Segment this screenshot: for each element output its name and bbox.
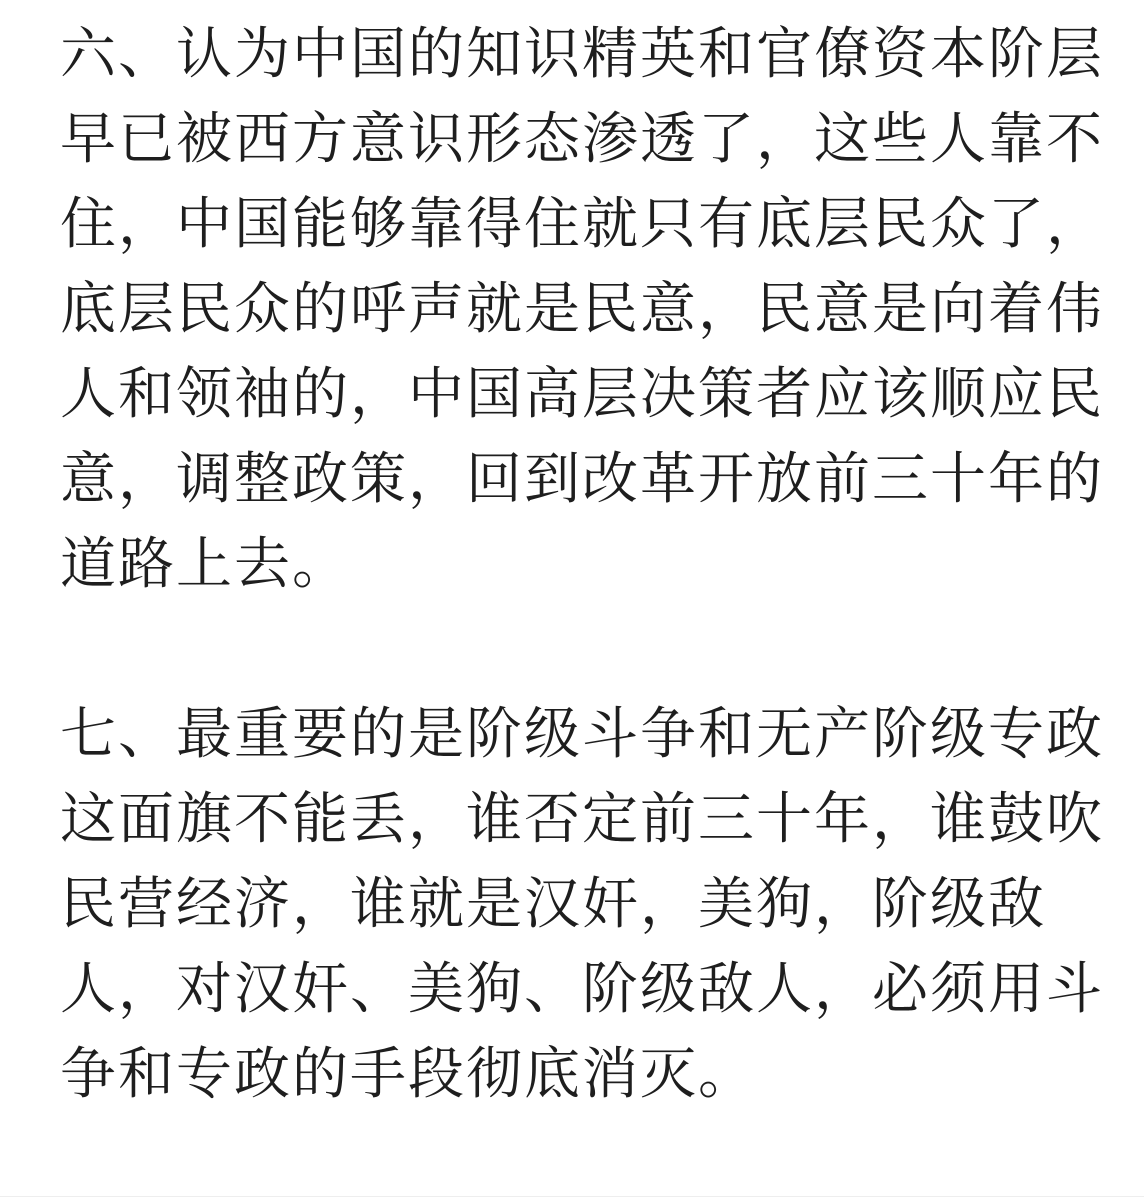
paragraph-line: 六、认为中国的知识精英和官僚资本阶层	[60, 22, 1104, 87]
paragraph-line: 人，对汉奸、美狗、阶级敌人，必须用斗	[60, 957, 1104, 1022]
paragraph-line: 早已被西方意识形态渗透了，这些人靠不	[60, 107, 1104, 172]
paragraph-spacer	[60, 607, 1090, 692]
paragraph-seven	[60, 692, 1104, 1117]
paragraph-line: 底层民众的呼声就是民意，民意是向着伟	[60, 277, 1104, 342]
paragraph-line: 人和领袖的，中国高层决策者应该顺应民	[60, 362, 1104, 427]
paragraph-line: 道路上去。	[60, 532, 350, 597]
paragraph-line: 七、最重要的是阶级斗争和无产阶级专政	[60, 702, 1104, 767]
paragraph-line: 争和专政的手段彻底消灭。	[60, 1042, 756, 1107]
paragraph-six	[60, 12, 1104, 607]
paragraph-line: 民营经济，谁就是汉奸，美狗，阶级敌	[60, 872, 1046, 937]
paragraph-line: 住，中国能够靠得住就只有底层民众了，	[60, 192, 1104, 257]
paragraph-line: 意，调整政策，回到改革开放前三十年的	[60, 447, 1104, 512]
bottom-divider	[0, 1196, 1144, 1197]
paragraph-line: 这面旗不能丢，谁否定前三十年，谁鼓吹	[60, 787, 1104, 852]
article-body	[60, 12, 1104, 1117]
